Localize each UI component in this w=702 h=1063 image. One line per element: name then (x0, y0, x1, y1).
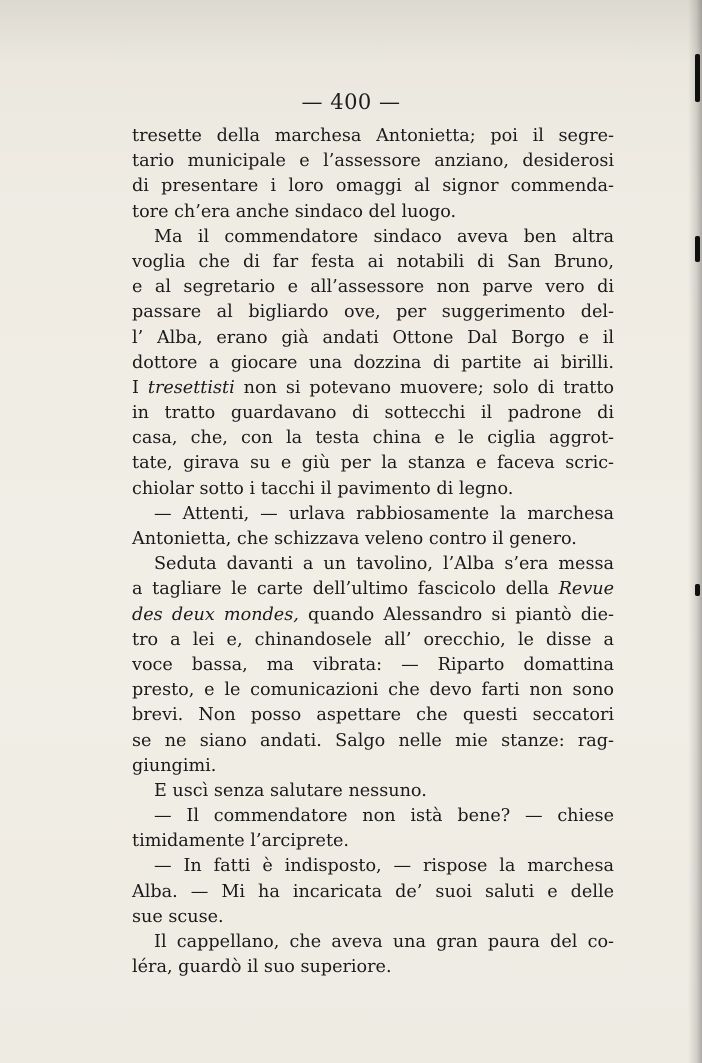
text-line (132, 603, 614, 628)
page-number: — 400 — (301, 90, 401, 114)
page-edge-mark (695, 236, 700, 262)
text-line: Antonietta, che schizzava veleno contro il genero. (132, 529, 577, 549)
italic-title: Revue (558, 579, 614, 600)
text-line: tresette della marchesa Antonietta; poi il segre- (132, 126, 614, 146)
text-line: — Attenti, — urlava rabbiosamente la marchesa (154, 503, 614, 524)
text-line: voglia che di far festa ai notabili di San Bruno, (132, 251, 614, 272)
text-line (132, 577, 614, 602)
text-line: tro a lei e, chinandosele all’ orecchio, le disse a (132, 629, 614, 650)
text-line: timidamente l’arciprete. (132, 831, 350, 852)
text-line-segment: non si potevano muovere; solo di tratto (234, 377, 614, 398)
italic-title: tresettisti (147, 377, 235, 398)
text-line: in tratto guardavano di sottecchi il padrone di (132, 403, 614, 424)
text-line: passare al bigliardo ove, per suggerimento del- (132, 302, 614, 323)
text-line: — In fatti è indisposto, — rispose la marchesa (154, 856, 614, 877)
text-line: brevi. Non posso aspettare che questi seccatori (132, 705, 614, 726)
body-text (132, 124, 614, 980)
text-line: tore ch’era anche sindaco del luogo. (132, 201, 457, 222)
text-line: dottore a giocare una dozzina di partite ai birilli. (132, 352, 614, 373)
text-line: l’ Alba, erano già andati Ottone Dal Borgo e il (132, 327, 614, 348)
text-line: giungimi. (132, 755, 217, 776)
text-line-segment: I (132, 377, 148, 398)
italic-title: des deux mondes, (132, 604, 299, 625)
text-line: sue scuse. (132, 906, 224, 927)
text-line: E uscì senza salutare nessuno. (154, 780, 427, 801)
text-line: chiolar sotto i tacchi il pavimento di legno. (132, 478, 514, 499)
text-line: se ne siano andati. Salgo nelle mie stanze: rag- (132, 730, 614, 751)
text-line: léra, guardò il suo superiore. (132, 957, 392, 978)
text-line: — Il commendatore non istà bene? — chiese (154, 806, 614, 827)
text-line: Il cappellano, che aveva una gran paura del co- (154, 932, 614, 952)
text-line-segment: a tagliare le carte dell’ultimo fascicolo della (132, 579, 559, 600)
text-line: Seduta davanti a un tavolino, l’Alba s’era messa (154, 554, 614, 575)
text-line: tario municipale e l’assessore anziano, desiderosi (132, 151, 614, 172)
page-edge-mark (695, 54, 700, 102)
page-edge-mark (695, 584, 700, 596)
text-line: di presentare i loro omaggi al signor commenda- (132, 176, 614, 197)
text-line: voce bassa, ma vibrata: — Riparto domattina (132, 654, 614, 675)
text-line: presto, e le comunicazioni che devo farti non sono (132, 680, 614, 701)
text-line: Ma il commendatore sindaco aveva ben altra (154, 226, 614, 247)
text-line (132, 376, 614, 401)
text-line: Alba. — Mi ha incaricata de’ suoi saluti e delle (132, 881, 614, 902)
text-line: e al segretario e all’assessore non parve vero di (132, 277, 614, 298)
text-line-segment: quando Alessandro si piantò die- (298, 604, 614, 625)
text-line: tate, girava su e giù per la stanza e faceva scric- (132, 453, 614, 474)
text-line: casa, che, con la testa china e le ciglia aggrot- (132, 428, 614, 449)
